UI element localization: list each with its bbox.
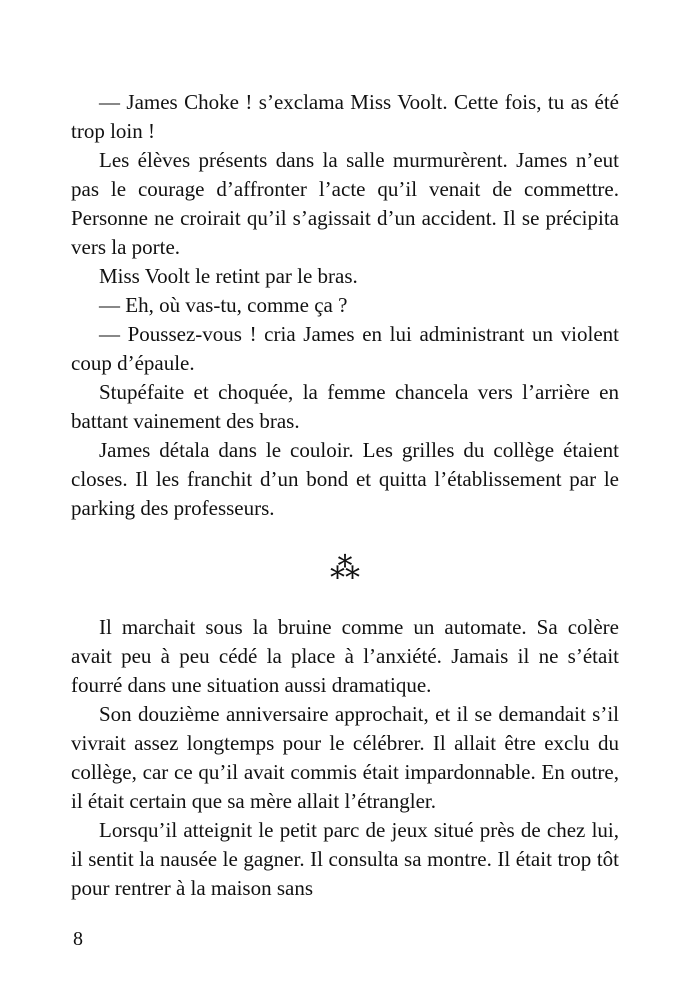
paragraph: Son douzième anniversaire approchait, et il se demandait s’il vivrait assez longtemps pour le célébrer. Il allait être exclu du collège, car ce qu’il avait commis était impardonnable. En outre, il était certain que sa mère allait l’étrangler.: [71, 702, 619, 813]
page-body: [71, 88, 619, 903]
section-separator: ⁂: [330, 551, 360, 585]
paragraph: Lorsqu’il atteignit le petit parc de jeux situé près de chez lui, il sentit la nausée le gagner. Il consulta sa montre. Il était trop tôt pour rentrer à la maison sans: [71, 818, 619, 900]
paragraph: James détala dans le couloir. Les grilles du collège étaient closes. Il les franchit d’un bond et quitta l’établissement par le parking des professeurs.: [71, 438, 619, 520]
paragraph: Il marchait sous la bruine comme un automate. Sa colère avait peu à peu cédé la place à l’anxiété. Jamais il ne s’était fourré dans une situation aussi dramatique.: [71, 615, 619, 697]
page-number: 8: [73, 928, 83, 950]
paragraph: Miss Voolt le retint par le bras.: [99, 264, 358, 288]
paragraph: — Eh, où vas-tu, comme ça ?: [99, 293, 348, 317]
paragraph: Les élèves présents dans la salle murmurèrent. James n’eut pas le courage d’affronter l’acte qu’il venait de commettre. Personne ne croirait qu’il s’agissait d’un accident. Il se précipita vers la porte.: [71, 148, 619, 259]
paragraph: — Poussez-vous ! cria James en lui administrant un violent coup d’épaule.: [71, 322, 619, 375]
paragraph: — James Choke ! s’exclama Miss Voolt. Cette fois, tu as été trop loin !: [71, 90, 619, 143]
paragraph: Stupéfaite et choquée, la femme chancela vers l’arrière en battant vainement des bras.: [71, 380, 619, 433]
